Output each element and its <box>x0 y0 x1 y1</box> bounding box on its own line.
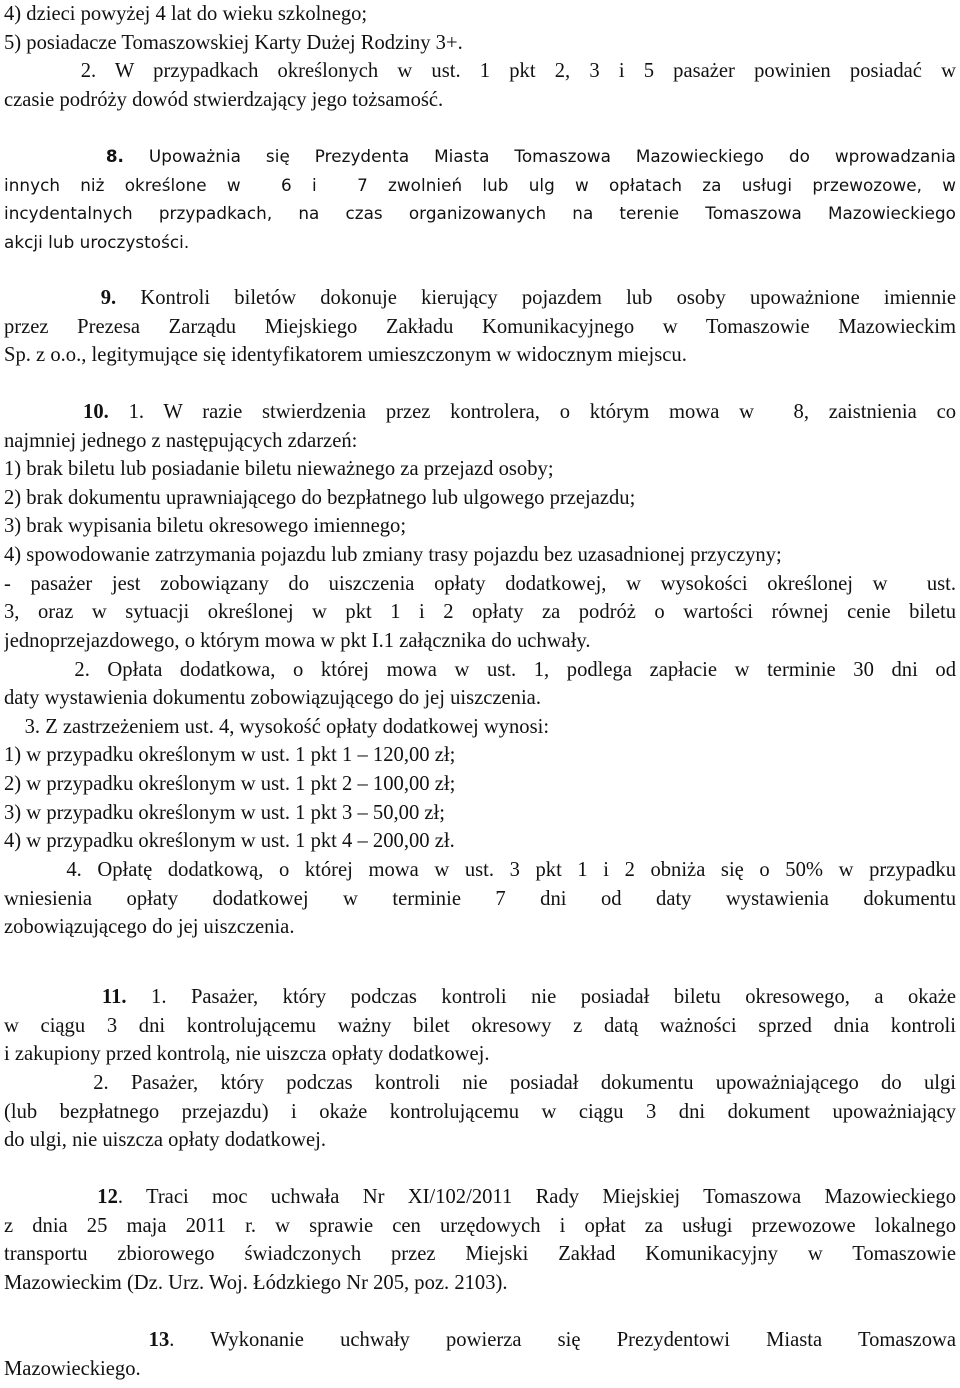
line-text: Mazowieckim (Dz. Urz. Woj. Łódzkiego Nr 205, poz. 2103). <box>4 1272 508 1294</box>
line-text: jednoprzejazdowego, o którym mowa w pkt I.1 załącznika do uchwały. <box>4 630 591 652</box>
line-text: 3) w przypadku określonym w ust. 1 pkt 3 – 50,00 zł; <box>4 802 445 824</box>
text-line <box>4 885 956 913</box>
line-text: . Traci moc uchwała Nr XI/102/2011 Rady Miejskiej Tomaszowa Mazowieckiego <box>117 1186 956 1208</box>
section-number: 10. <box>4 401 109 423</box>
text-line <box>4 827 956 855</box>
section-number: 11. <box>4 986 127 1008</box>
line-text: 1) w przypadku określonym w ust. 1 pkt 1 – 120,00 zł; <box>4 744 456 766</box>
section-number: 9. <box>4 287 117 309</box>
line-text: Upoważnia się Prezydenta Miasta Tomaszowa Mazowieckiego do wprowadzania <box>123 146 956 166</box>
line-text: 1) brak biletu lub posiadanie biletu nieważnego za przejazd osoby; <box>4 458 554 480</box>
text-line <box>4 313 956 341</box>
text-line <box>4 741 956 769</box>
text-line <box>4 484 956 512</box>
line-text: i zakupiony przed kontrolą, nie uiszcza opłaty dodatkowej. <box>4 1043 490 1065</box>
text-line <box>4 228 956 256</box>
text-line <box>4 29 956 57</box>
text-line <box>4 570 956 598</box>
text-line <box>4 199 956 227</box>
text-line <box>4 1040 956 1068</box>
paragraph-9-heading-line <box>4 284 956 312</box>
text-line <box>4 598 956 626</box>
text-line <box>4 171 956 199</box>
line-text: w ciągu 3 dni kontrolującemu ważny bilet okresowy z datą ważności sprzed dnia kontroli <box>4 1015 956 1037</box>
text-line <box>4 1012 956 1040</box>
paragraph-10-heading-line <box>4 398 956 426</box>
line-text: 2. Opłata dodatkowa, o której mowa w ust. 1, podlega zapłacie w terminie 30 dni od <box>4 659 956 681</box>
section-number: 12 <box>4 1186 118 1208</box>
line-text: 4) w przypadku określonym w ust. 1 pkt 4 – 200,00 zł. <box>4 830 455 852</box>
text-line <box>4 512 956 540</box>
line-text: 4. Opłatę dodatkową, o której mowa w ust. 3 pkt 1 i 2 obniża się o 50% w przypadku <box>4 859 956 881</box>
line-text: transportu zbiorowego świadczonych przez Miejski Zakład Komunikacyjny w Tomaszowie <box>4 1243 956 1265</box>
line-text: (lub bezpłatnego przejazdu) i okaże kontrolującemu w ciągu 3 dni dokument upoważniający <box>4 1101 956 1123</box>
line-text: 3, oraz w sytuacji określonej w pkt 1 i 2 opłaty za podróż o wartości równej cenie biletu <box>4 601 956 623</box>
line-text: Mazowieckiego. <box>4 1358 141 1380</box>
line-text: 2. Pasażer, który podczas kontroli nie posiadał dokumentu upoważniającego do ulgi <box>4 1072 956 1094</box>
line-text: innych niż określone w 6 i 7 zwolnień lub ulg w opłatach za usługi przewozowe, w <box>4 175 956 195</box>
paragraph-11-heading-line <box>4 983 956 1011</box>
line-text: daty wystawienia dokumentu zobowiązującego do jej uiszczenia. <box>4 687 541 709</box>
line-text: najmniej jednego z następujących zdarzeń: <box>4 430 358 452</box>
text-line <box>4 770 956 798</box>
line-text: przez Prezesa Zarządu Miejskiego Zakładu Komunikacyjnego w Tomaszowie Mazowieckim <box>4 316 956 338</box>
text-line <box>4 684 956 712</box>
section-number: 13 <box>4 1329 170 1351</box>
text-line <box>4 799 956 827</box>
line-text: Kontroli biletów dokonuje kierujący pojazdem lub osoby upoważnione imiennie <box>116 287 956 309</box>
line-text: 3. Z zastrzeżeniem ust. 4, wysokość opłaty dodatkowej wynosi: <box>4 716 550 738</box>
line-text: 1. W razie stwierdzenia przez kontrolera, o którym mowa w 8, zaistnienia co <box>108 401 956 423</box>
line-text: 5) posiadacze Tomaszowskiej Karty Dużej Rodziny 3+. <box>4 32 463 54</box>
text-line <box>4 341 956 369</box>
line-text: z dnia 25 maja 2011 r. w sprawie cen urzędowych i opłat za usługi przewozowe lokalnego <box>4 1215 956 1237</box>
text-line <box>4 627 956 655</box>
line-text: do ulgi, nie uiszcza opłaty dodatkowej. <box>4 1129 326 1151</box>
paragraph-12-heading-line <box>4 1183 956 1211</box>
section-number: 8. <box>4 146 124 166</box>
text-line <box>4 1069 956 1097</box>
text-line <box>4 913 956 941</box>
line-text: - pasażer jest zobowiązany do uiszczenia opłaty dodatkowej, w wysokości określonej w ust. <box>4 573 956 595</box>
line-text: 4) dzieci powyżej 4 lat do wieku szkolnego; <box>4 3 368 25</box>
text-line <box>4 1355 956 1383</box>
text-line <box>4 57 956 85</box>
text-line <box>4 1126 956 1154</box>
line-text: 2) brak dokumentu uprawniającego do bezpłatnego lub ulgowego przejazdu; <box>4 487 636 509</box>
line-text: . Wykonanie uchwały powierza się Prezydentowi Miasta Tomaszowa <box>169 1329 956 1351</box>
text-line <box>4 1212 956 1240</box>
text-line <box>4 455 956 483</box>
text-line <box>4 856 956 884</box>
line-text: czasie podróży dowód stwierdzający jego tożsamość. <box>4 89 444 111</box>
line-text: 1. Pasażer, który podczas kontroli nie posiadał biletu okresowego, a okaże <box>126 986 956 1008</box>
text-line <box>4 713 956 741</box>
line-text: wniesienia opłaty dodatkowej w terminie 7 dni od daty wystawienia dokumentu <box>4 888 956 910</box>
paragraph-13-heading-line <box>4 1326 956 1354</box>
text-line <box>4 656 956 684</box>
line-text: 2) w przypadku określonym w ust. 1 pkt 2 – 100,00 zł; <box>4 773 456 795</box>
text-line <box>4 541 956 569</box>
line-text: akcji lub uroczystości. <box>4 232 190 252</box>
line-text: zobowiązującego do jej uiszczenia. <box>4 916 295 938</box>
line-text: 4) spowodowanie zatrzymania pojazdu lub zmiany trasy pojazdu bez uzasadnionej przyczyny; <box>4 544 782 566</box>
text-line <box>4 1269 956 1297</box>
line-text: 2. W przypadkach określonych w ust. 1 pkt 2, 3 i 5 pasażer powinien posiadać w <box>4 60 956 82</box>
line-text: incydentalnych przypadkach, na czas organizowanych na terenie Tomaszowa Mazowieckiego <box>4 203 956 223</box>
line-text: Sp. z o.o., legitymujące się identyfikatorem umieszczonym w widocznym miejscu. <box>4 344 687 366</box>
text-line <box>4 0 956 28</box>
text-line <box>4 86 956 114</box>
text-line <box>4 1240 956 1268</box>
line-text: 3) brak wypisania biletu okresowego imiennego; <box>4 515 407 537</box>
text-line <box>4 1098 956 1126</box>
paragraph-8-heading-line <box>4 142 956 170</box>
text-line <box>4 427 956 455</box>
